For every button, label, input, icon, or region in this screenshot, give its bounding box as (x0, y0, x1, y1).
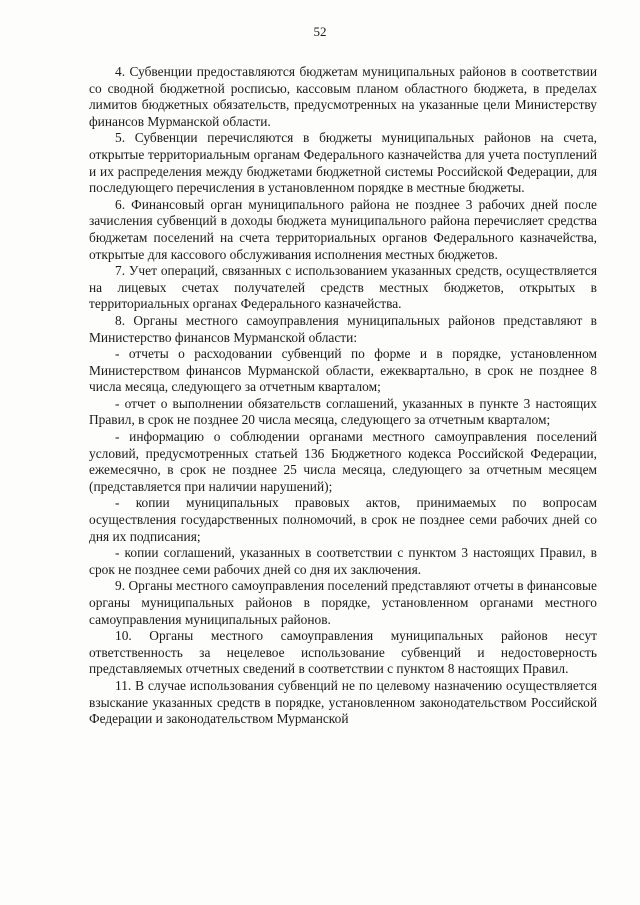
paragraph-9: 9. Органы местного самоуправления поселений представляют отчеты в финансовые органы муниципальных районов в порядке, установленном органами местного самоуправления муниципальных районов. (89, 578, 597, 627)
paragraph-8: 8. Органы местного самоуправления муниципальных районов представляют в Министерство финансов Мурманской области: (89, 312, 597, 345)
list-item-agreement-copies: - копии соглашений, указанных в соответствии с пунктом 3 настоящих Правил, в срок не позднее семи рабочих дней со дня их заключения. (89, 545, 597, 577)
list-item-agreement-report: - отчет о выполнении обязательств соглашений, указанных в пункте 3 настоящих Правил, в срок не позднее 20 числа месяца, следующего за отчетным кварталом; (89, 395, 597, 428)
paragraph-11: 11. В случае использования субвенций не по целевому назначению осуществляется взыскание указанных средств в порядке, установленном законодательством Российской Федерации и законодательством Мурманской (89, 677, 597, 727)
paragraph-7: 7. Учет операций, связанных с использованием указанных средств, осуществляется на лицевых счетах получателей средств местных бюджетов, открытых в территориальных органах Федерального казначейства. (89, 263, 597, 312)
page-number: 52 (313, 24, 327, 39)
paragraph-4: 4. Субвенции предоставляются бюджетам муниципальных районов в соответствии со сводной бюджетной росписью, кассовым планом областного бюджета, в пределах лимитов бюджетных обязательств, предусмотренных на указанные цели Министерству финансов Мурманской области. (89, 64, 597, 129)
paragraph-10: 10. Органы местного самоуправления муниципальных районов несут ответственность за нецелевое использование субвенций и недостоверность представляемых отчетных сведений в соответствии с пунктом 8 настоящих Правил. (89, 628, 597, 677)
list-item-compliance-info: - информацию о соблюдении органами местного самоуправления поселений условий, предусмотренных статьей 136 Бюджетного кодекса Российской Федерации, ежемесячно, в срок не позднее 25 числа месяца, следующего за отчетным месяцем (представляется при наличии нарушений); (89, 429, 597, 494)
paragraph-5: 5. Субвенции перечисляются в бюджеты муниципальных районов на счета, открытые территориальным органам Федерального казначейства для учета поступлений и их распределения между бюджетами бюджетной системы Российской Федерации, для последующего перечисления в установленном порядке в местные бюджеты. (89, 130, 597, 196)
document-body (89, 64, 597, 728)
list-item-reports: - отчеты о расходовании субвенций по форме и в порядке, установленном Министерством финансов Мурманской области, ежеквартально, в срок не позднее 8 числа месяца, следующего за отчетным кварталом; (89, 346, 597, 395)
list-item-legal-acts: - копии муниципальных правовых актов, принимаемых по вопросам осуществления государственных полномочий, в срок не позднее семи рабочих дней со дня их подписания; (89, 495, 597, 544)
paragraph-6: 6. Финансовый орган муниципального района не позднее 3 рабочих дней после зачисления субвенций в доходы бюджета муниципального района перечисляет средства бюджетам поселений на счета территориальных органов Федерального казначейства, открытые для кассового обслуживания исполнения местных бюджетов. (89, 196, 597, 262)
